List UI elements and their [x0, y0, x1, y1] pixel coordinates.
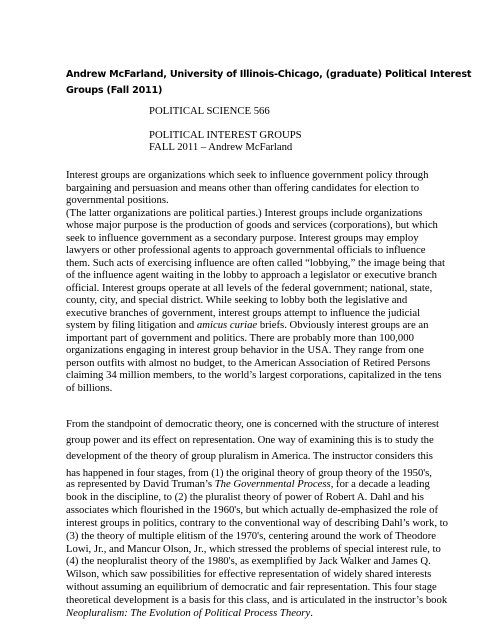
text-line: associates which flourished in the 1960's, but which actually de-emphasized the role of: [66, 503, 439, 516]
text-line: without assuming an equilibrium of democratic and fair representation. This four stage: [66, 581, 437, 594]
text-line: executive branches of government, interest groups attempt to influence the judicial: [66, 306, 421, 319]
text-line: claiming 34 million members, to the world’s largest corporations, capitalized in the tens: [66, 369, 442, 381]
text-line: of the influence agent waiting in the lobby to approach a legislator or executive branch: [66, 269, 437, 281]
text-line: bargaining and persuasion and means other than offering candidates for election to: [66, 181, 420, 194]
paragraph-interest-groups: [66, 169, 445, 394]
italic-term: amicus curiae: [196, 319, 258, 331]
text-line: Lowi, Jr., and Mancur Olson, Jr., which stressed the problems of special interest rule, to: [66, 542, 441, 555]
paragraph-pluralism-stages: [66, 478, 448, 620]
text-line: From the standpoint of democratic theory, one is concerned with the structure of interest: [66, 418, 439, 430]
text-line: Interest groups are organizations which seek to influence government policy through: [66, 169, 429, 181]
course-code: POLITICAL SCIENCE 566: [149, 105, 270, 117]
text-line: book in the discipline, to (2) the pluralist theory of power of Robert A. Dahl and his: [66, 490, 424, 503]
course-title: POLITICAL INTEREST GROUPS: [149, 128, 302, 141]
text-line: (The latter organizations are political parties.) Interest groups include organizations: [66, 206, 423, 219]
text-line: important part of government and politics. There are probably more than 100,000: [66, 331, 414, 344]
text-line: (3) the theory of multiple elitism of the 1970's, centering around the work of Theodore: [66, 529, 437, 542]
text-line: theoretical development is a basis for this class, and is articulated in the instructor’s book: [66, 594, 448, 607]
text-line: whose major purpose is the production of goods and services (corporations), but which: [66, 219, 438, 231]
text-segment: briefs. Obviously interest groups are an: [257, 319, 429, 331]
text-line: organizations engaging in interest group behavior in the USA. They range from one: [66, 344, 424, 356]
text-line: seek to influence government as a secondary purpose. Interest groups may employ: [66, 231, 419, 244]
text-line: official. Interest groups operate at all levels of the federal government; national, state,: [66, 281, 433, 294]
text-line: person outfits with almost no budget, to the American Association of Retired Persons: [66, 356, 431, 369]
text-line: of billions.: [66, 381, 113, 394]
paragraph-democratic-theory: [66, 416, 438, 481]
text-line: has happened in four stages, from (1) the original theory of group theory of the 1950's,: [66, 466, 432, 479]
header-line-1: Andrew McFarland, University of Illinois-Chicago, (graduate) Political Interest: [66, 69, 472, 80]
text-line: county, city, and special district. While seeking to lobby both the legislative and: [66, 294, 408, 306]
header-line-2: Groups (Fall 2011): [66, 85, 163, 96]
text-line: [66, 478, 438, 491]
text-line: group power and its effect on representation. One way of examining this is to study the: [66, 434, 434, 447]
text-line: lawyers or other professional agents to approach governmental officials to influence: [66, 244, 426, 256]
text-line: [66, 319, 438, 332]
text-line: them. Such acts of exercising influence are often called “lobbying,” the image being that: [66, 256, 445, 269]
text-segment: , for a decade a leading: [330, 478, 430, 490]
text-segment: system by filing litigation and: [66, 319, 197, 331]
text-line: [66, 607, 438, 620]
text-line: development of the theory of group pluralism in America. The instructor considers this: [66, 450, 433, 463]
document-header: [66, 67, 472, 99]
book-title: The Governmental Process: [214, 478, 331, 490]
text-segment: as represented by David Truman’s: [66, 478, 215, 490]
book-title: Neopluralism: The Evolution of Political Process Theory: [66, 607, 311, 620]
text-line: (4) the neopluralist theory of the 1980's, as exemplified by Jack Walker and James Q.: [66, 555, 431, 568]
text-line: Wilson, which saw possibilities for effective representation of widely shared interests: [66, 568, 432, 581]
text-line: interest groups in politics, contrary to the conventional way of describing Dahl’s work, to: [66, 516, 448, 529]
course-info: [149, 105, 302, 154]
text-line: governmental positions.: [66, 194, 169, 206]
course-term: FALL 2011 – Andrew McFarland: [149, 141, 293, 153]
text-segment: .: [310, 607, 313, 620]
